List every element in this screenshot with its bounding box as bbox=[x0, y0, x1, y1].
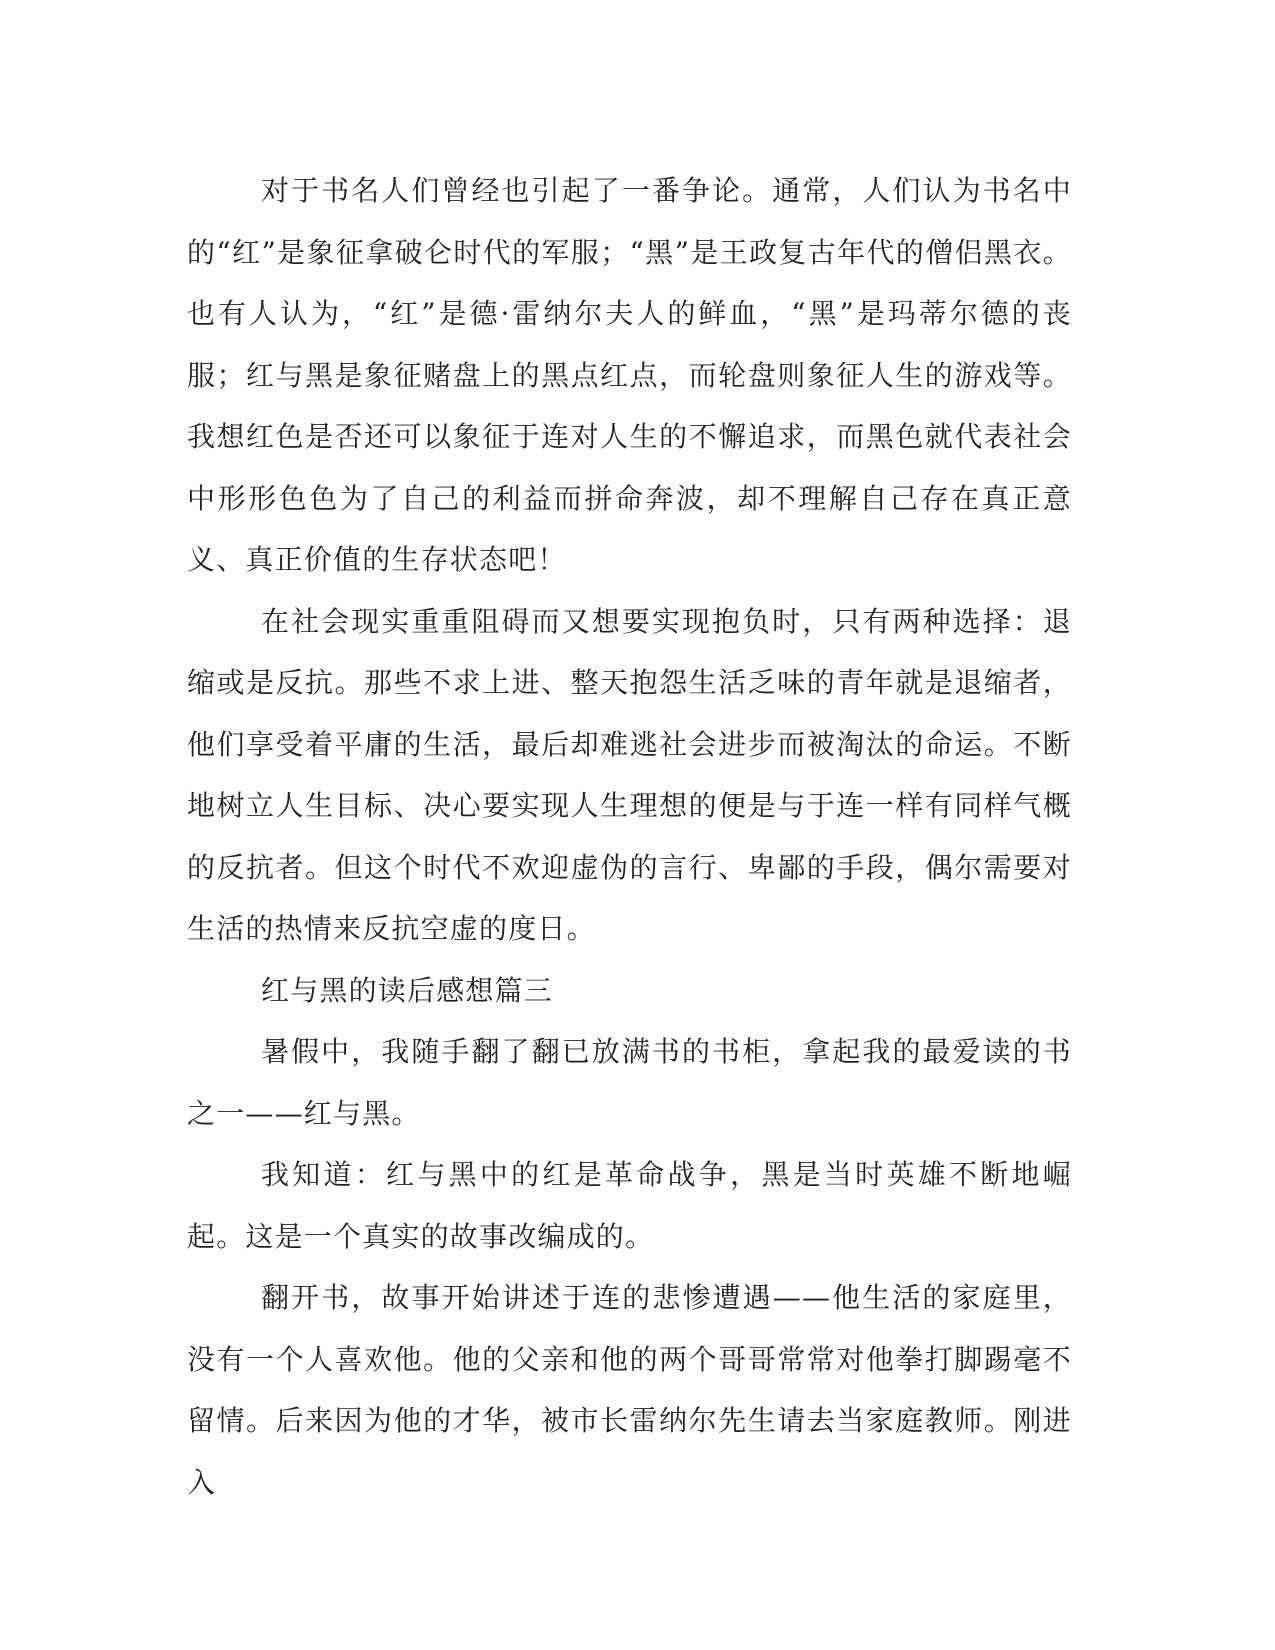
paragraph-book-title-debate: 对于书名人们曾经也引起了一番争论。通常，人们认为书名中的“红”是象征拿破仑时代的军服；“黑”是王政复古年代的僧侣黑衣。也有人认为，“红”是德·雷纳尔夫人的鲜血，“黑”是玛蒂尔德的丧服；红与黑是象征赌盘上的黑点红点，而轮盘则象征人生的游戏等。我想红色是否还可以象征于连对人生的不懈追求，而黑色就代表社会中形形色色为了自己的利益而拼命奔波，却不理解自己存在真正意义、真正价值的生存状态吧！ bbox=[187, 174, 1072, 576]
paragraph-story-start: 翻开书，故事开始讲述于连的悲惨遭遇——他生活的家庭里，没有一个人喜欢他。他的父亲和他的两个哥哥常常对他拳打脚踢毫不留情。后来因为他的才华，被市长雷纳尔先生请去当家庭教师。刚进入 bbox=[187, 1281, 1072, 1499]
paragraph-social-reality: 在社会现实重重阻碍而又想要实现抱负时，只有两种选择：退缩或是反抗。那些不求上进、整天抱怨生活乏味的青年就是退缩者，他们享受着平庸的生活，最后却难逃社会进步而被淘汰的命运。不断地树立人生目标、决心要实现人生理想的便是与于连一样有同样气概的反抗者。但这个时代不欢迎虚伪的言行、卑鄙的手段，偶尔需要对生活的热情来反抗空虚的度日。 bbox=[187, 604, 1072, 945]
document-body bbox=[187, 160, 1072, 1513]
section-heading: 红与黑的读后感想篇三 bbox=[261, 973, 554, 1007]
paragraph-summer-reading: 暑假中，我随手翻了翻已放满书的书柜，拿起我的最爱读的书之一——红与黑。 bbox=[187, 1035, 1072, 1130]
paragraph-meaning: 我知道：红与黑中的红是革命战争，黑是当时英雄不断地崛起。这是一个真实的故事改编成的。 bbox=[187, 1158, 1072, 1253]
